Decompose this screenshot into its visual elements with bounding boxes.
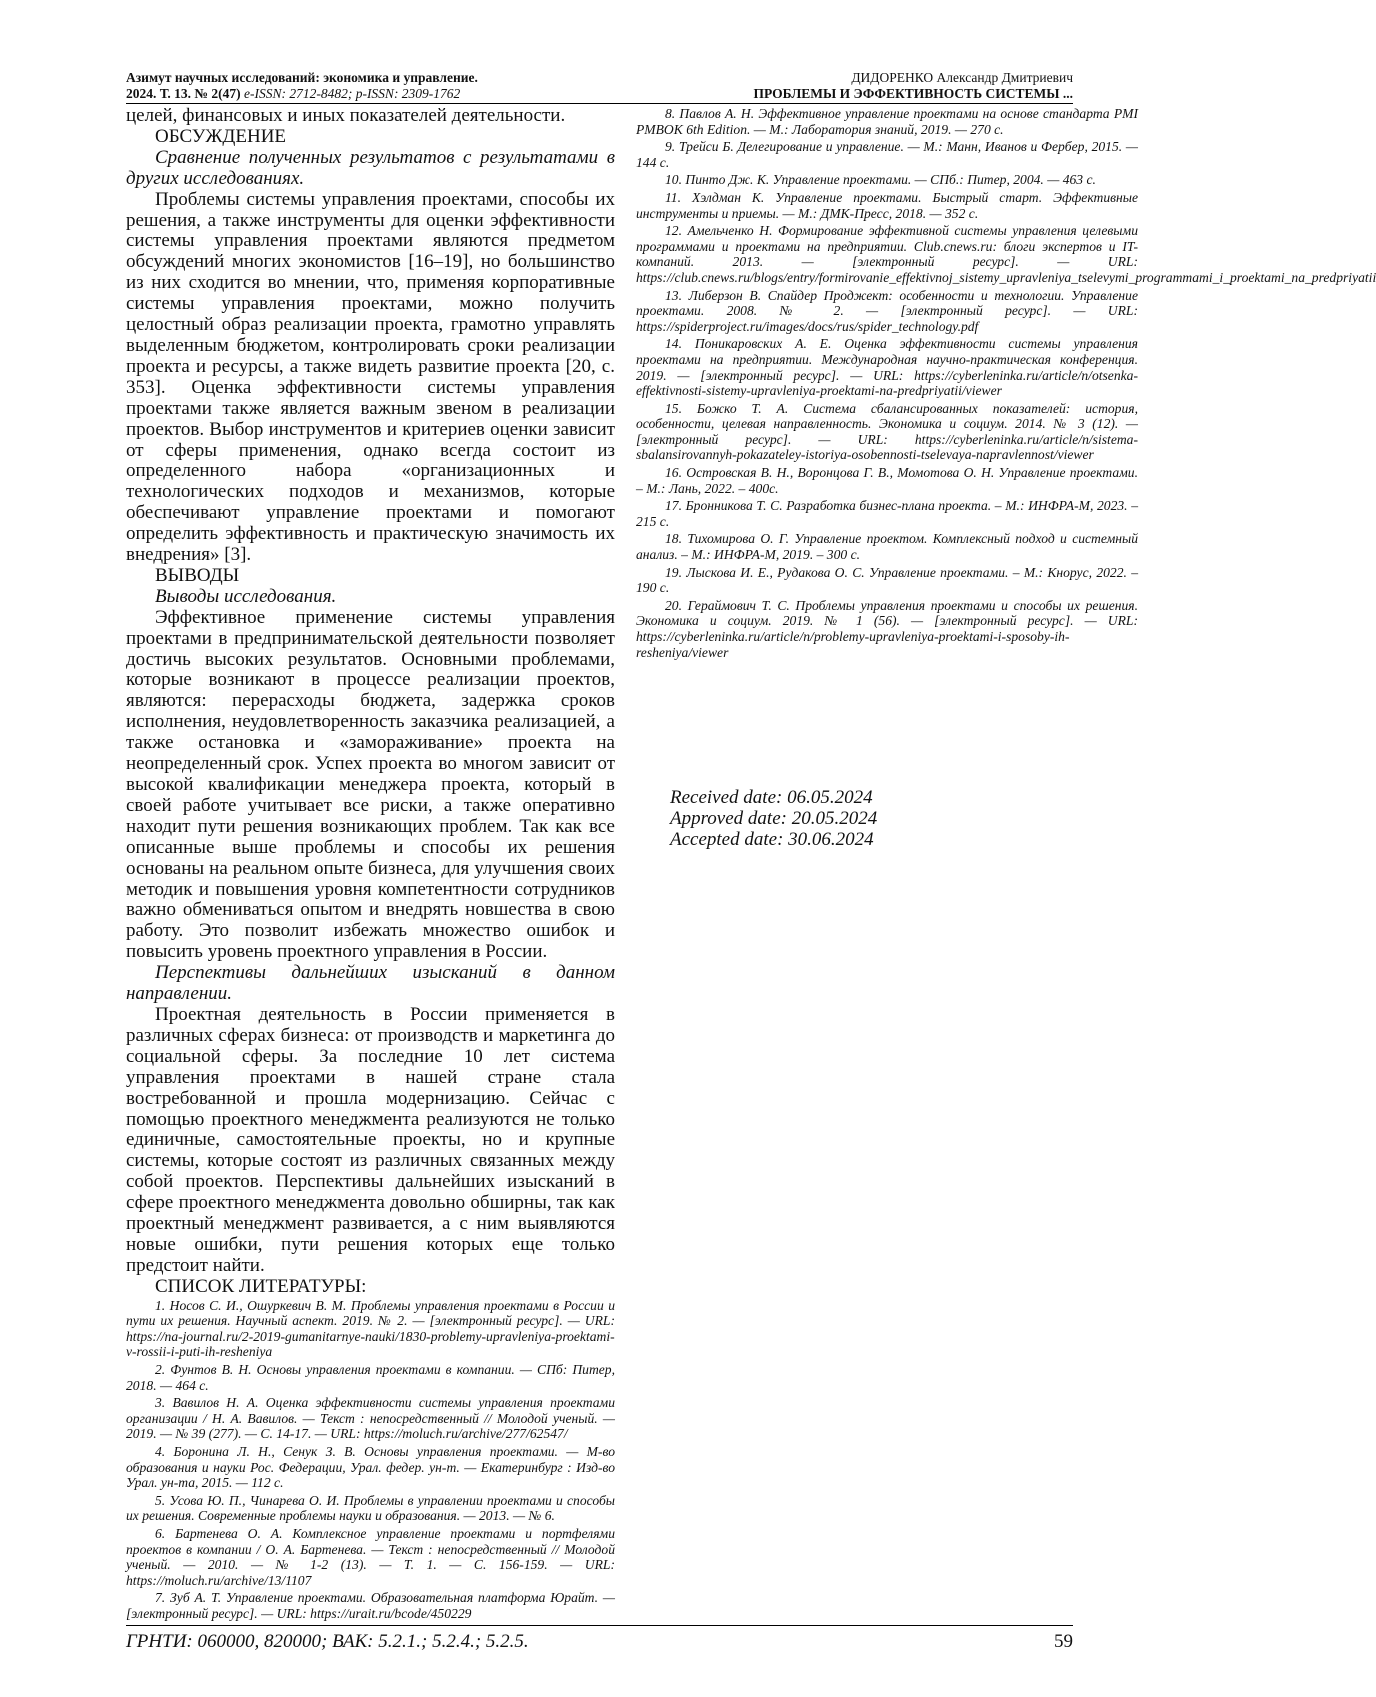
paragraph-discussion: Проблемы системы управления проектами, способы их решения, а также инструменты для оценки эффективности системы управления проектами являются предметом обсуждений многих экономистов [16–19], но большинство из них сходится во мнении, что, применяя корпоративные системы управления проектами, можно получить целостный образ реализации проекта, грамотно управлять выделенным бюджетом, контролировать сроки реализации проекта и ресурсы, а также видеть развитие проекта [20, с. 353]. Оценка эффективности системы управления проектами также является важным звеном в реализации проектов. Выбор инструментов и критериев оценки зависит от сферы применения, однако всегда состоит из определенного набора «организационных и технологических подходов и механизмов, которые обеспечивают управление проектами и помогают определить эффективность и практическую значимость их внедрения» [3]. — [126, 188, 615, 566]
accepted-date: Accepted date: 30.06.2024 — [670, 829, 874, 850]
journal-header — [126, 70, 478, 102]
approved-date: Approved date: 20.05.2024 — [670, 808, 878, 829]
paragraph-continued: целей, финансовых и иных показателей деятельности. — [126, 105, 566, 126]
journal-issn: e-ISSN: 2712-8482; p-ISSN: 2309-1762 — [243, 86, 461, 101]
received-date: Received date: 06.05.2024 — [670, 787, 873, 808]
author-name: ДИДОРЕНКО Александр Дмитриевич — [851, 70, 1073, 85]
reference-item: 11. Хэлдман К. Управление проектами. Быстрый старт. Эффективные инструменты и приемы. — М.: ДМК-Пресс, 2018. — 352 с. — [636, 189, 1138, 221]
reference-item: 4. Боронина Л. Н., Сенук З. В. Основы управления проектами. — М-во образования и науки Рос. Федерации, Урал. федер. ун-т. — Екатеринбург : Изд-во Урал. ун-та, 2015. — 112 с. — [126, 1444, 615, 1491]
left-column — [126, 106, 615, 1622]
reference-item: 16. Островская В. Н., Воронцова Г. В., Момотова О. Н. Управление проектами. – М.: Лань, 2022. – 400с. — [636, 465, 1138, 496]
reference-item: 3. Вавилов Н. А. Оценка эффективности системы управления проектами организации / Н. А. Вавилов. — Текст : непосредственный // Молодой ученый. — 2019. — № 39 (277). — С. 14-17. — URL: https://moluch.ru/archive/277/62547/ — [126, 1395, 615, 1442]
journal-title: Азимут научных исследований: экономика и управление. — [126, 70, 478, 85]
reference-item: 20. Гераймович Т. С. Проблемы управления проектами и способы их решения. Экономика и социум. 2019. № 1 (56). — [электронный ресурс]. — URL: https://cyberleninka.ru/article/n/problemy-upravleniya-proektami-i-sposoby-ih-resheniya/viewer — [636, 597, 1138, 660]
footer-classifiers: ГРНТИ: 060000, 820000; ВАК: 5.2.1.; 5.2.4.; 5.2.5. — [126, 1631, 529, 1652]
reference-item: 1. Носов С. И., Ошуркевич В. М. Проблемы управления проектами в России и пути их решения. Научный аспект. 2019. № 2. — [электронный ресурс]. — URL: https://na-journal.ru/2-2019-gumanitarnye-nauki/1830-problemy-upravleniya-proektami-v-rossii-i-puti-ih-resheniya — [126, 1297, 615, 1360]
reference-item: 9. Трейси Б. Делегирование и управление. — М.: Манн, Иванов и Фербер, 2015. — 144 с. — [636, 139, 1138, 170]
article-running-title: ПРОБЛЕМЫ И ЭФФЕКТИВНОСТЬ СИСТЕМЫ ... — [753, 86, 1073, 101]
journal-volume: 2024. Т. 13. № 2(47) — [126, 86, 244, 101]
reference-item: 13. Либерзон В. Спайдер Проджект: особенности и технологии. Управление проектами. 2008. № 2. — [электронный ресурс]. — URL: https://spiderproject.ru/images/docs/rus/spider_technology.pdf — [636, 287, 1138, 334]
heading-references: СПИСОК ЛИТЕРАТУРЫ: — [155, 1275, 367, 1297]
reference-item: 7. Зуб А. Т. Управление проектами. Образовательная платформа Юрайт. — [электронный ресурс]. — URL: https://urait.ru/bcode/450229 — [126, 1590, 615, 1621]
subheading-comparison: Сравнение полученных результатов с результатами в других исследованиях. — [126, 146, 615, 189]
reference-item: 14. Поникаровских А. Е. Оценка эффективности системы управления проектами на предприятии. Международная научно-практическая конференция. 2019. — [электронный ресурс]. — URL: https://cyberleninka.ru/article/n/otsenka-effektivnosti-sistemy-upravleniya-proektami-na-predpriyatii/viewer — [636, 336, 1138, 399]
article-header — [753, 70, 1073, 102]
reference-item: 15. Божко Т. А. Система сбалансированных показателей: история, особенности, целевая направленность. Экономика и социум. 2014. № 3 (12). — [электронный ресурс]. — URL: https://cyberleninka.ru/article/n/sistema-sbalansirovannyh-pokazateley-istoriya-osobennosti-tselevaya-napravlennost/viewer — [636, 400, 1138, 463]
right-column — [636, 106, 1376, 660]
page-number: 59 — [1054, 1631, 1073, 1652]
footer-divider — [126, 1625, 1073, 1626]
reference-item: 6. Бартенева О. А. Комплексное управление проектами и портфелями проектов в компании / О. А. Бартенева. — Текст : непосредственный // Молодой ученый. — 2010. — № 1-2 (13). — Т. 1. — С. 156-159. — URL: https://moluch.ru/archive/13/1107 — [126, 1525, 615, 1588]
reference-item: 5. Усова Ю. П., Чинарева О. И. Проблемы в управлении проектами и способы их решения. Современные проблемы науки и образования. — 2013. — № 6. — [126, 1492, 615, 1524]
subheading-prospects: Перспективы дальнейших изысканий в данном направлении. — [126, 962, 615, 1005]
submission-dates — [670, 787, 877, 850]
journal-issue — [126, 86, 478, 102]
reference-item: 17. Бронникова Т. С. Разработка бизнес-плана проекта. – М.: ИНФРА-М, 2023. – 215 с. — [636, 498, 1138, 529]
reference-item: 8. Павлов А. Н. Эффективное управление проектами на основе стандарта PMI PMBOK 6th Edition. — М.: Лаборатория знаний, 2019. — 270 с. — [636, 106, 1138, 137]
reference-item: 2. Фунтов В. Н. Основы управления проектами в компании. — СПб: Питер, 2018. — 464 с. — [126, 1362, 615, 1393]
paragraph-prospects: Проектная деятельность в России применяется в различных сферах бизнеса: от производств и маркетинга до социальной сферы. За последние 10 лет система управления проектами в нашей стране стала востребованной и прошла модернизацию. Сейчас с помощью проектного менеджмента реализуются не только единичные, самостоятельные проекты, но и крупные системы, которые состоят из различных связанных между собой проектов. Перспективы дальнейших изысканий в сфере проектного менеджмента довольно обширны, так как проектный менеджмент развивается, а с ним выявляются новые ошибки, пути решения которых еще только предстоит найти. — [126, 1003, 615, 1276]
paragraph-conclusions: Эффективное применение системы управления проектами в предпринимательской деятельности позволяет достичь высоких результатов. Основными проблемами, которые возникают в процессе реализации проектов, являются: перерасходы бюджета, задержка сроков исполнения, неудовлетворенность заказчика реализацией, а также остановка и «замораживание» проекта на неопределенный срок. Успех проекта во многом зависит от высокой квалификации менеджера проекта, который в своей работе учитывает все риски, а также оперативно находит пути решения возникающих проблем. Так как все описанные выше проблемы и способы их решения основаны на реальном опыте бизнеса, для улучшения своих методик и повышения уровня компетентности сотрудников важно обмениваться опытом и внедрять новшества в свою работу. Это позволит избежать множество ошибок и повысить уровень проектного управления в России. — [126, 606, 615, 963]
reference-item: 19. Лыскова И. Е., Рудакова О. С. Управление проектами. – М.: Кнорус, 2022. – 190 с. — [636, 564, 1138, 596]
reference-item: 18. Тихомирова О. Г. Управление проектом. Комплексный подход и системный анализ. – М.: ИНФРА-М, 2019. – 300 с. — [636, 531, 1138, 563]
subheading-conclusions: Выводы исследования. — [155, 585, 337, 607]
heading-discussion: ОБСУЖДЕНИЕ — [155, 125, 287, 147]
heading-conclusions: ВЫВОДЫ — [155, 564, 240, 586]
header-divider — [126, 103, 1073, 104]
reference-item: 12. Амельченко Н. Формирование эффективной системы управления целевыми программами и проектами на предприятии. Club.cnews.ru: блоги экспертов и IT-компаний. 2013. — [электронный ресурс]. — URL: https://club.cnews.ru/blogs/entry/formirovanie_effektivnoj_sistemy_upravleniya_tselevymi_programmami_i_proektami_na_predpriyatii — [636, 223, 1376, 285]
reference-item: 10. Пинто Дж. К. Управление проектами. — СПб.: Питер, 2004. — 463 с. — [665, 172, 1096, 188]
